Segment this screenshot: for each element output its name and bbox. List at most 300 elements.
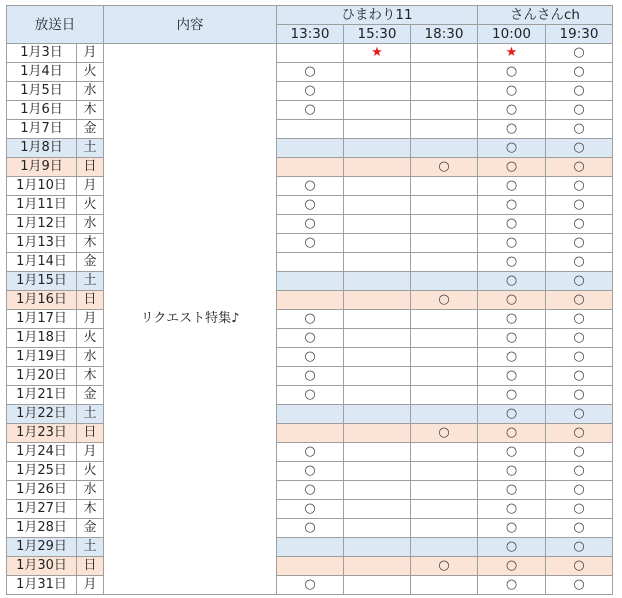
weekday-cell: 木	[77, 234, 104, 253]
circle-mark: ○	[573, 368, 585, 383]
slot-cell	[277, 272, 344, 291]
slot-cell	[546, 329, 613, 348]
slot-cell	[344, 443, 411, 462]
slot-cell	[546, 101, 613, 120]
table-row	[7, 329, 613, 348]
table-row	[7, 82, 613, 101]
slot-cell	[478, 196, 546, 215]
slot-cell	[344, 557, 411, 576]
slot-cell	[344, 82, 411, 101]
slot-cell	[546, 405, 613, 424]
date-cell: 1月26日	[7, 481, 77, 500]
header-row-channels	[7, 6, 613, 25]
slot-cell	[344, 405, 411, 424]
weekday-cell: 月	[77, 443, 104, 462]
date-cell: 1月21日	[7, 386, 77, 405]
slot-cell	[277, 557, 344, 576]
weekday-cell: 火	[77, 329, 104, 348]
circle-mark: ○	[304, 197, 316, 212]
circle-mark: ○	[304, 387, 316, 402]
circle-mark: ○	[505, 425, 518, 440]
slot-cell	[277, 424, 344, 443]
slot-cell	[411, 234, 478, 253]
weekday-cell: 日	[77, 158, 104, 177]
circle-mark: ○	[505, 501, 518, 516]
slot-cell	[344, 253, 411, 272]
slot-cell	[546, 158, 613, 177]
date-cell: 1月24日	[7, 443, 77, 462]
slot-cell	[411, 310, 478, 329]
circle-mark: ○	[505, 444, 518, 459]
slot-cell	[478, 557, 546, 576]
circle-mark: ○	[573, 482, 585, 497]
slot-cell	[277, 253, 344, 272]
slot-cell	[277, 443, 344, 462]
circle-mark: ○	[505, 406, 518, 421]
slot-cell	[277, 386, 344, 405]
circle-mark: ○	[505, 83, 518, 98]
slot-cell	[277, 481, 344, 500]
circle-mark: ○	[505, 577, 518, 592]
date-cell: 1月29日	[7, 538, 77, 557]
circle-mark: ○	[304, 83, 316, 98]
weekday-cell: 木	[77, 101, 104, 120]
circle-mark: ○	[505, 254, 518, 269]
circle-mark: ○	[505, 64, 518, 79]
date-cell: 1月3日	[7, 44, 77, 63]
table-row	[7, 519, 613, 538]
table-row	[7, 139, 613, 158]
table-row	[7, 215, 613, 234]
slot-cell	[478, 443, 546, 462]
slot-cell	[344, 44, 411, 63]
table-row	[7, 253, 613, 272]
table-row	[7, 481, 613, 500]
slot-cell	[344, 215, 411, 234]
table-row	[7, 557, 613, 576]
slot-cell	[411, 291, 478, 310]
slot-cell	[546, 576, 613, 595]
weekday-cell: 金	[77, 253, 104, 272]
weekday-cell: 月	[77, 177, 104, 196]
slot-cell	[546, 348, 613, 367]
slot-cell	[344, 329, 411, 348]
table-row	[7, 158, 613, 177]
slot-cell	[546, 120, 613, 139]
star-mark: ★	[371, 45, 383, 60]
slot-cell	[411, 329, 478, 348]
slot-cell	[344, 291, 411, 310]
slot-cell	[277, 405, 344, 424]
circle-mark: ○	[573, 311, 585, 326]
slot-cell	[344, 367, 411, 386]
slot-cell	[411, 481, 478, 500]
slot-cell	[411, 443, 478, 462]
date-cell: 1月10日	[7, 177, 77, 196]
date-cell: 1月22日	[7, 405, 77, 424]
slot-cell	[411, 253, 478, 272]
weekday-cell: 日	[77, 424, 104, 443]
slot-cell	[546, 481, 613, 500]
slot-cell	[546, 63, 613, 82]
time-header: 15:30	[344, 25, 411, 44]
weekday-cell: 金	[77, 519, 104, 538]
date-cell: 1月13日	[7, 234, 77, 253]
circle-mark: ○	[505, 520, 518, 535]
slot-cell	[277, 462, 344, 481]
slot-cell	[546, 82, 613, 101]
circle-mark: ○	[505, 387, 518, 402]
date-cell: 1月14日	[7, 253, 77, 272]
circle-mark: ○	[438, 558, 450, 573]
slot-cell	[344, 424, 411, 443]
slot-cell	[411, 44, 478, 63]
content-cell: リクエスト特集♪	[104, 44, 277, 595]
table-row	[7, 367, 613, 386]
weekday-cell: 木	[77, 500, 104, 519]
table-row	[7, 462, 613, 481]
circle-mark: ○	[304, 349, 316, 364]
slot-cell	[478, 329, 546, 348]
circle-mark: ○	[304, 368, 316, 383]
slot-cell	[478, 519, 546, 538]
slot-cell	[411, 177, 478, 196]
slot-cell	[478, 177, 546, 196]
table-row	[7, 44, 613, 63]
table-row	[7, 538, 613, 557]
weekday-cell: 月	[77, 310, 104, 329]
channel-header-sansan: さんさんch	[478, 6, 613, 25]
date-cell: 1月17日	[7, 310, 77, 329]
date-cell: 1月30日	[7, 557, 77, 576]
table-row	[7, 386, 613, 405]
date-cell: 1月12日	[7, 215, 77, 234]
slot-cell	[546, 44, 613, 63]
circle-mark: ○	[304, 444, 316, 459]
circle-mark: ○	[573, 292, 585, 307]
circle-mark: ○	[304, 463, 316, 478]
table-row	[7, 272, 613, 291]
slot-cell	[344, 234, 411, 253]
table-row	[7, 234, 613, 253]
date-cell: 1月27日	[7, 500, 77, 519]
table-row	[7, 576, 613, 595]
slot-cell	[344, 386, 411, 405]
slot-cell	[344, 272, 411, 291]
table-row	[7, 500, 613, 519]
slot-cell	[411, 500, 478, 519]
slot-cell	[478, 101, 546, 120]
slot-cell	[478, 310, 546, 329]
circle-mark: ○	[573, 444, 585, 459]
slot-cell	[411, 557, 478, 576]
circle-mark: ○	[304, 520, 316, 535]
circle-mark: ○	[573, 330, 585, 345]
circle-mark: ○	[438, 425, 450, 440]
circle-mark: ○	[505, 311, 518, 326]
circle-mark: ○	[505, 121, 518, 136]
weekday-cell: 火	[77, 462, 104, 481]
slot-cell	[344, 481, 411, 500]
circle-mark: ○	[304, 501, 316, 516]
circle-mark: ○	[573, 406, 585, 421]
table-row	[7, 348, 613, 367]
table-row	[7, 310, 613, 329]
slot-cell	[344, 101, 411, 120]
circle-mark: ○	[573, 159, 585, 174]
table-row	[7, 63, 613, 82]
slot-cell	[277, 234, 344, 253]
slot-cell	[277, 215, 344, 234]
circle-mark: ○	[505, 368, 518, 383]
weekday-cell: 日	[77, 291, 104, 310]
weekday-cell: 水	[77, 82, 104, 101]
circle-mark: ○	[573, 178, 585, 193]
circle-mark: ○	[505, 463, 518, 478]
weekday-cell: 金	[77, 386, 104, 405]
slot-cell	[411, 519, 478, 538]
table-row	[7, 177, 613, 196]
circle-mark: ○	[573, 387, 585, 402]
weekday-cell: 土	[77, 139, 104, 158]
slot-cell	[277, 500, 344, 519]
slot-cell	[344, 120, 411, 139]
slot-cell	[546, 234, 613, 253]
circle-mark: ○	[505, 178, 518, 193]
slot-cell	[478, 462, 546, 481]
date-cell: 1月18日	[7, 329, 77, 348]
circle-mark: ○	[505, 197, 518, 212]
weekday-cell: 火	[77, 196, 104, 215]
date-header: 放送日	[7, 6, 104, 44]
circle-mark: ○	[505, 159, 518, 174]
slot-cell	[478, 405, 546, 424]
table-row	[7, 291, 613, 310]
table-row	[7, 424, 613, 443]
table-row	[7, 101, 613, 120]
circle-mark: ○	[505, 235, 518, 250]
slot-cell	[546, 139, 613, 158]
circle-mark: ○	[505, 558, 518, 573]
circle-mark: ○	[573, 121, 585, 136]
slot-cell	[478, 576, 546, 595]
circle-mark: ○	[573, 197, 585, 212]
slot-cell	[478, 538, 546, 557]
weekday-cell: 火	[77, 63, 104, 82]
slot-cell	[277, 82, 344, 101]
slot-cell	[478, 158, 546, 177]
slot-cell	[478, 481, 546, 500]
date-cell: 1月19日	[7, 348, 77, 367]
time-header: 13:30	[277, 25, 344, 44]
date-cell: 1月4日	[7, 63, 77, 82]
slot-cell	[478, 63, 546, 82]
slot-cell	[344, 158, 411, 177]
circle-mark: ○	[505, 216, 518, 231]
date-cell: 1月11日	[7, 196, 77, 215]
slot-cell	[478, 139, 546, 158]
date-cell: 1月25日	[7, 462, 77, 481]
slot-cell	[546, 196, 613, 215]
slot-cell	[411, 576, 478, 595]
date-cell: 1月16日	[7, 291, 77, 310]
slot-cell	[344, 500, 411, 519]
slot-cell	[478, 234, 546, 253]
table-row	[7, 405, 613, 424]
date-cell: 1月7日	[7, 120, 77, 139]
slot-cell	[478, 367, 546, 386]
slot-cell	[344, 63, 411, 82]
time-header: 10:00	[478, 25, 546, 44]
slot-cell	[411, 158, 478, 177]
circle-mark: ○	[573, 102, 585, 117]
circle-mark: ○	[573, 520, 585, 535]
circle-mark: ○	[505, 539, 518, 554]
table-row	[7, 443, 613, 462]
circle-mark: ○	[438, 159, 450, 174]
slot-cell	[411, 120, 478, 139]
circle-mark: ○	[573, 83, 585, 98]
slot-cell	[478, 120, 546, 139]
slot-cell	[277, 101, 344, 120]
slot-cell	[411, 196, 478, 215]
table-row	[7, 196, 613, 215]
circle-mark: ○	[505, 273, 518, 288]
circle-mark: ○	[573, 254, 585, 269]
weekday-cell: 土	[77, 272, 104, 291]
slot-cell	[277, 291, 344, 310]
slot-cell	[546, 310, 613, 329]
slot-cell	[277, 367, 344, 386]
circle-mark: ○	[304, 102, 316, 117]
circle-mark: ○	[304, 64, 316, 79]
slot-cell	[277, 329, 344, 348]
slot-cell	[546, 291, 613, 310]
circle-mark: ○	[573, 558, 585, 573]
slot-cell	[277, 44, 344, 63]
slot-cell	[478, 82, 546, 101]
slot-cell	[344, 576, 411, 595]
date-cell: 1月28日	[7, 519, 77, 538]
circle-mark: ○	[573, 273, 585, 288]
circle-mark: ○	[573, 349, 585, 364]
slot-cell	[411, 462, 478, 481]
slot-cell	[478, 424, 546, 443]
circle-mark: ○	[304, 311, 316, 326]
weekday-cell: 月	[77, 44, 104, 63]
circle-mark: ○	[573, 140, 585, 155]
slot-cell	[344, 139, 411, 158]
slot-cell	[546, 215, 613, 234]
slot-cell	[411, 63, 478, 82]
circle-mark: ○	[505, 102, 518, 117]
slot-cell	[546, 253, 613, 272]
slot-cell	[478, 215, 546, 234]
slot-cell	[344, 519, 411, 538]
date-cell: 1月6日	[7, 101, 77, 120]
slot-cell	[277, 576, 344, 595]
channel-header-himawari: ひまわり11	[277, 6, 478, 25]
slot-cell	[546, 462, 613, 481]
weekday-cell: 木	[77, 367, 104, 386]
weekday-cell: 金	[77, 120, 104, 139]
circle-mark: ○	[573, 425, 585, 440]
date-cell: 1月31日	[7, 576, 77, 595]
slot-cell	[411, 272, 478, 291]
content-header: 内容	[104, 6, 277, 44]
slot-cell	[277, 310, 344, 329]
date-cell: 1月15日	[7, 272, 77, 291]
circle-mark: ○	[438, 292, 450, 307]
slot-cell	[277, 158, 344, 177]
slot-cell	[478, 500, 546, 519]
weekday-cell: 土	[77, 538, 104, 557]
slot-cell	[411, 405, 478, 424]
date-cell: 1月5日	[7, 82, 77, 101]
date-cell: 1月8日	[7, 139, 77, 158]
slot-cell	[546, 367, 613, 386]
slot-cell	[411, 386, 478, 405]
circle-mark: ○	[573, 235, 585, 250]
circle-mark: ○	[304, 178, 316, 193]
weekday-cell: 月	[77, 576, 104, 595]
table-row	[7, 120, 613, 139]
slot-cell	[478, 291, 546, 310]
schedule-container	[6, 5, 613, 595]
circle-mark: ○	[304, 216, 316, 231]
slot-cell	[478, 386, 546, 405]
slot-cell	[478, 44, 546, 63]
slot-cell	[411, 367, 478, 386]
circle-mark: ○	[505, 330, 518, 345]
slot-cell	[411, 538, 478, 557]
circle-mark: ○	[505, 482, 518, 497]
slot-cell	[546, 177, 613, 196]
circle-mark: ○	[573, 539, 585, 554]
slot-cell	[277, 177, 344, 196]
slot-cell	[277, 538, 344, 557]
slot-cell	[277, 139, 344, 158]
date-cell: 1月9日	[7, 158, 77, 177]
slot-cell	[344, 177, 411, 196]
circle-mark: ○	[573, 577, 585, 592]
slot-cell	[546, 519, 613, 538]
time-header: 19:30	[546, 25, 613, 44]
circle-mark: ○	[505, 140, 518, 155]
circle-mark: ○	[573, 216, 585, 231]
slot-cell	[546, 424, 613, 443]
weekday-cell: 水	[77, 215, 104, 234]
slot-cell	[411, 215, 478, 234]
time-header: 18:30	[411, 25, 478, 44]
slot-cell	[277, 196, 344, 215]
broadcast-schedule-table	[6, 5, 613, 595]
date-cell: 1月20日	[7, 367, 77, 386]
date-cell: 1月23日	[7, 424, 77, 443]
slot-cell	[277, 120, 344, 139]
slot-cell	[546, 272, 613, 291]
slot-cell	[546, 557, 613, 576]
slot-cell	[478, 253, 546, 272]
slot-cell	[546, 500, 613, 519]
slot-cell	[277, 63, 344, 82]
slot-cell	[344, 196, 411, 215]
circle-mark: ○	[505, 349, 518, 364]
slot-cell	[478, 272, 546, 291]
slot-cell	[344, 538, 411, 557]
star-mark: ★	[505, 45, 518, 60]
slot-cell	[277, 519, 344, 538]
